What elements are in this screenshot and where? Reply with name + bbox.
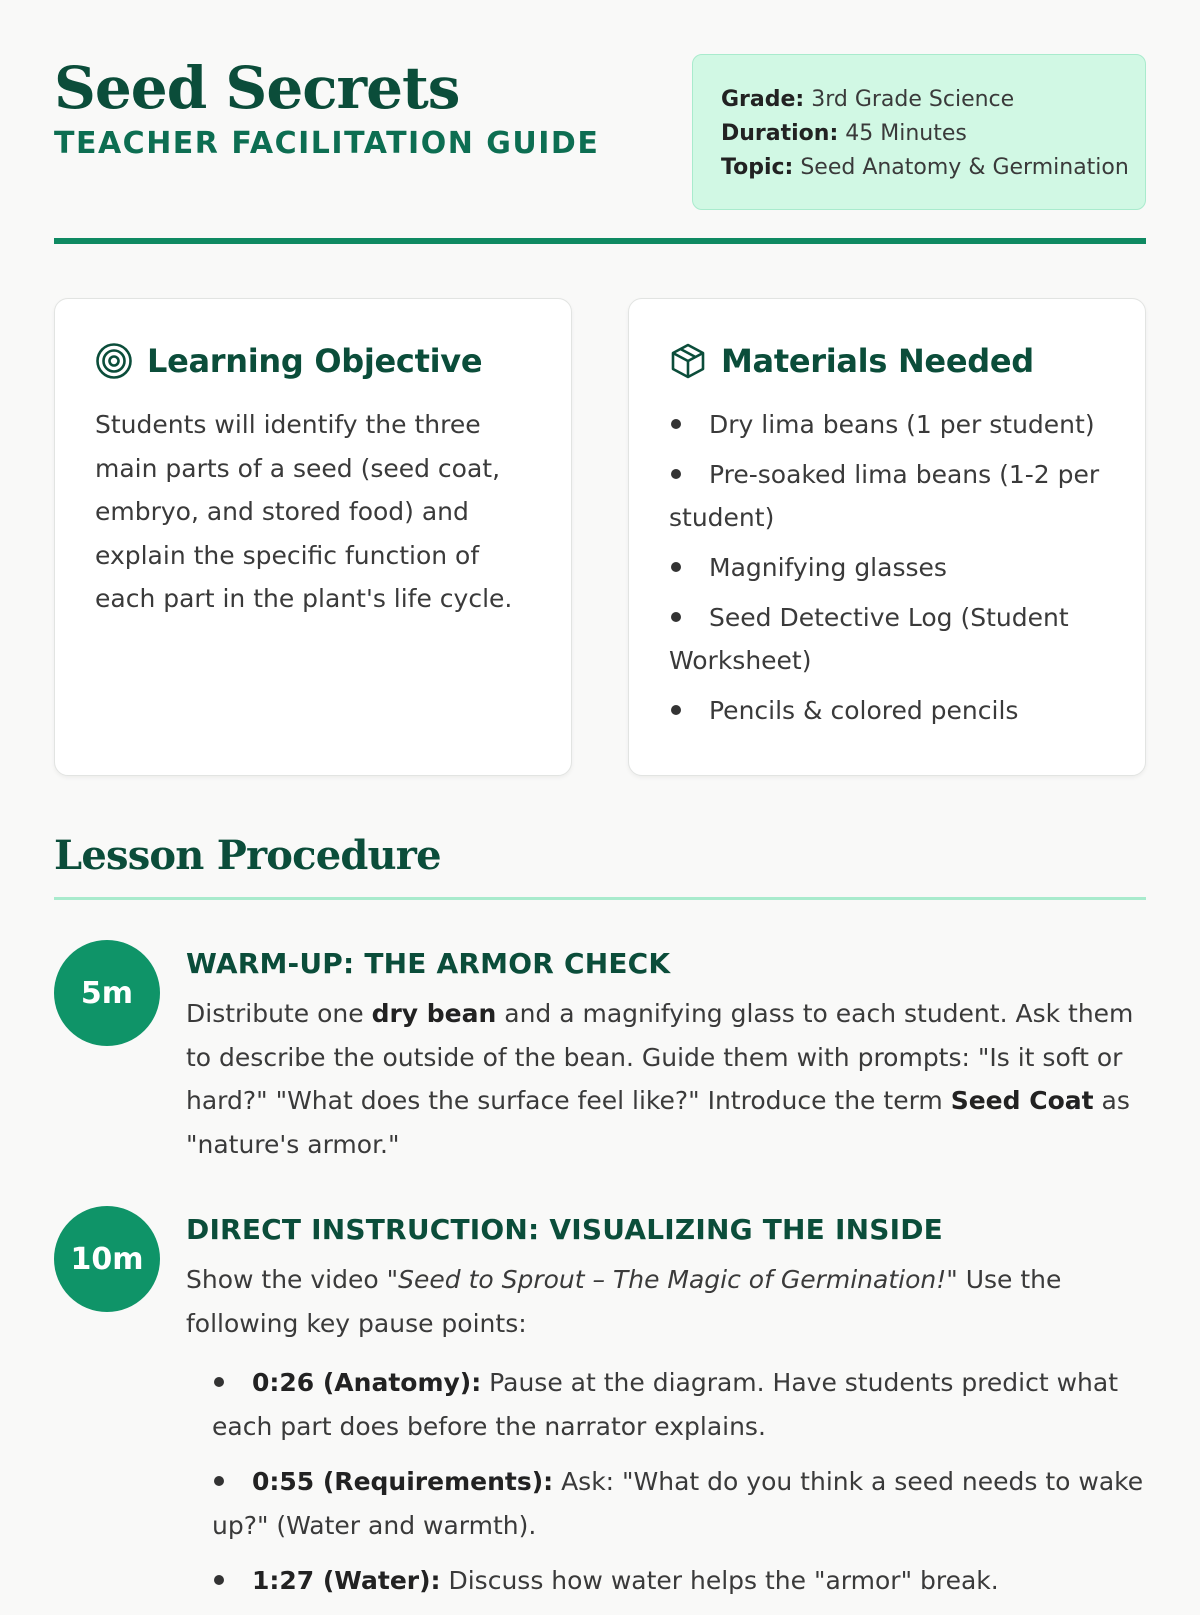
card-header bbox=[669, 339, 1105, 383]
info-label: Grade: bbox=[721, 87, 805, 112]
header bbox=[54, 0, 1146, 244]
step-title: DIRECT INSTRUCTION: VISUALIZING THE INSIDE bbox=[186, 1213, 943, 1246]
duration-info bbox=[721, 117, 1145, 151]
card-title: Learning Objective bbox=[147, 342, 483, 380]
material-text: Dry lima beans (1 per student) bbox=[709, 410, 1095, 439]
list-item bbox=[669, 689, 1105, 732]
info-value: 3rd Grade Science bbox=[804, 87, 1015, 112]
timestamp: 1:27 (Water): bbox=[252, 1566, 441, 1595]
lesson-info-box bbox=[692, 54, 1146, 210]
page-subtitle: TEACHER FACILITATION GUIDE bbox=[54, 126, 600, 161]
point-text: Pause at the diagram. Have students predict what each part does before the narrator explains. bbox=[212, 1368, 1119, 1441]
page-title: Seed Secrets bbox=[54, 54, 460, 122]
pause-points-list bbox=[212, 1361, 1146, 1603]
point-text: Ask: "What do you think a seed needs to wake up?" (Water and warmth). bbox=[212, 1467, 1144, 1540]
list-item bbox=[669, 453, 1105, 539]
timestamp: 0:55 (Requirements): bbox=[252, 1467, 554, 1496]
step-text: Show the video "Seed to Sprout – The Magic of Germination!" Use the following key pause points: bbox=[186, 1265, 1062, 1338]
info-label: Duration: bbox=[721, 121, 839, 146]
section-title: Lesson Procedure bbox=[54, 832, 441, 879]
info-value: 45 Minutes bbox=[838, 121, 967, 146]
list-item bbox=[212, 1559, 1146, 1603]
materials-card bbox=[628, 298, 1146, 776]
step-body bbox=[186, 940, 1146, 1166]
list-item bbox=[669, 546, 1105, 589]
box-icon bbox=[669, 342, 707, 380]
topic-info bbox=[721, 151, 1145, 185]
material-text: Seed Detective Log (Student Worksheet) bbox=[669, 603, 1069, 675]
info-value: Seed Anatomy & Germination bbox=[793, 155, 1129, 180]
section-divider bbox=[54, 897, 1146, 900]
target-icon bbox=[95, 342, 133, 380]
objective-text: Students will identify the three main parts of a seed (seed coat, embryo, and stored food) and explain the specific function of each part in the plant's life cycle. bbox=[95, 410, 513, 613]
step-text: Distribute one dry bean and a magnifying glass to each student. Ask them to describe the outside of the bean. Guide them with prompts: "Is it soft or hard?" "What does the surface feel like?" Introduce the term Seed Coat as "nature's armor." bbox=[186, 999, 1134, 1159]
material-text: Pre-soaked lima beans (1-2 per student) bbox=[669, 460, 1100, 532]
step-title: WARM-UP: THE ARMOR CHECK bbox=[186, 947, 671, 980]
list-item bbox=[669, 403, 1105, 446]
overview-cards bbox=[54, 298, 1146, 776]
card-header bbox=[95, 339, 531, 383]
step-body bbox=[186, 1206, 1146, 1615]
card-title: Materials Needed bbox=[721, 342, 1034, 380]
material-text: Pencils & colored pencils bbox=[709, 696, 1019, 725]
list-item bbox=[212, 1361, 1146, 1448]
timestamp: 0:26 (Anatomy): bbox=[252, 1368, 482, 1397]
list-item bbox=[212, 1460, 1146, 1547]
materials-list bbox=[669, 403, 1105, 732]
material-text: Magnifying glasses bbox=[709, 553, 947, 582]
duration-badge: 10m bbox=[54, 1206, 160, 1312]
info-label: Topic: bbox=[721, 155, 794, 180]
list-item bbox=[669, 596, 1105, 682]
grade-info bbox=[721, 83, 1145, 117]
duration-badge: 5m bbox=[54, 940, 160, 1046]
point-text: Discuss how water helps the "armor" break. bbox=[440, 1566, 999, 1595]
learning-objective-card bbox=[54, 298, 572, 776]
